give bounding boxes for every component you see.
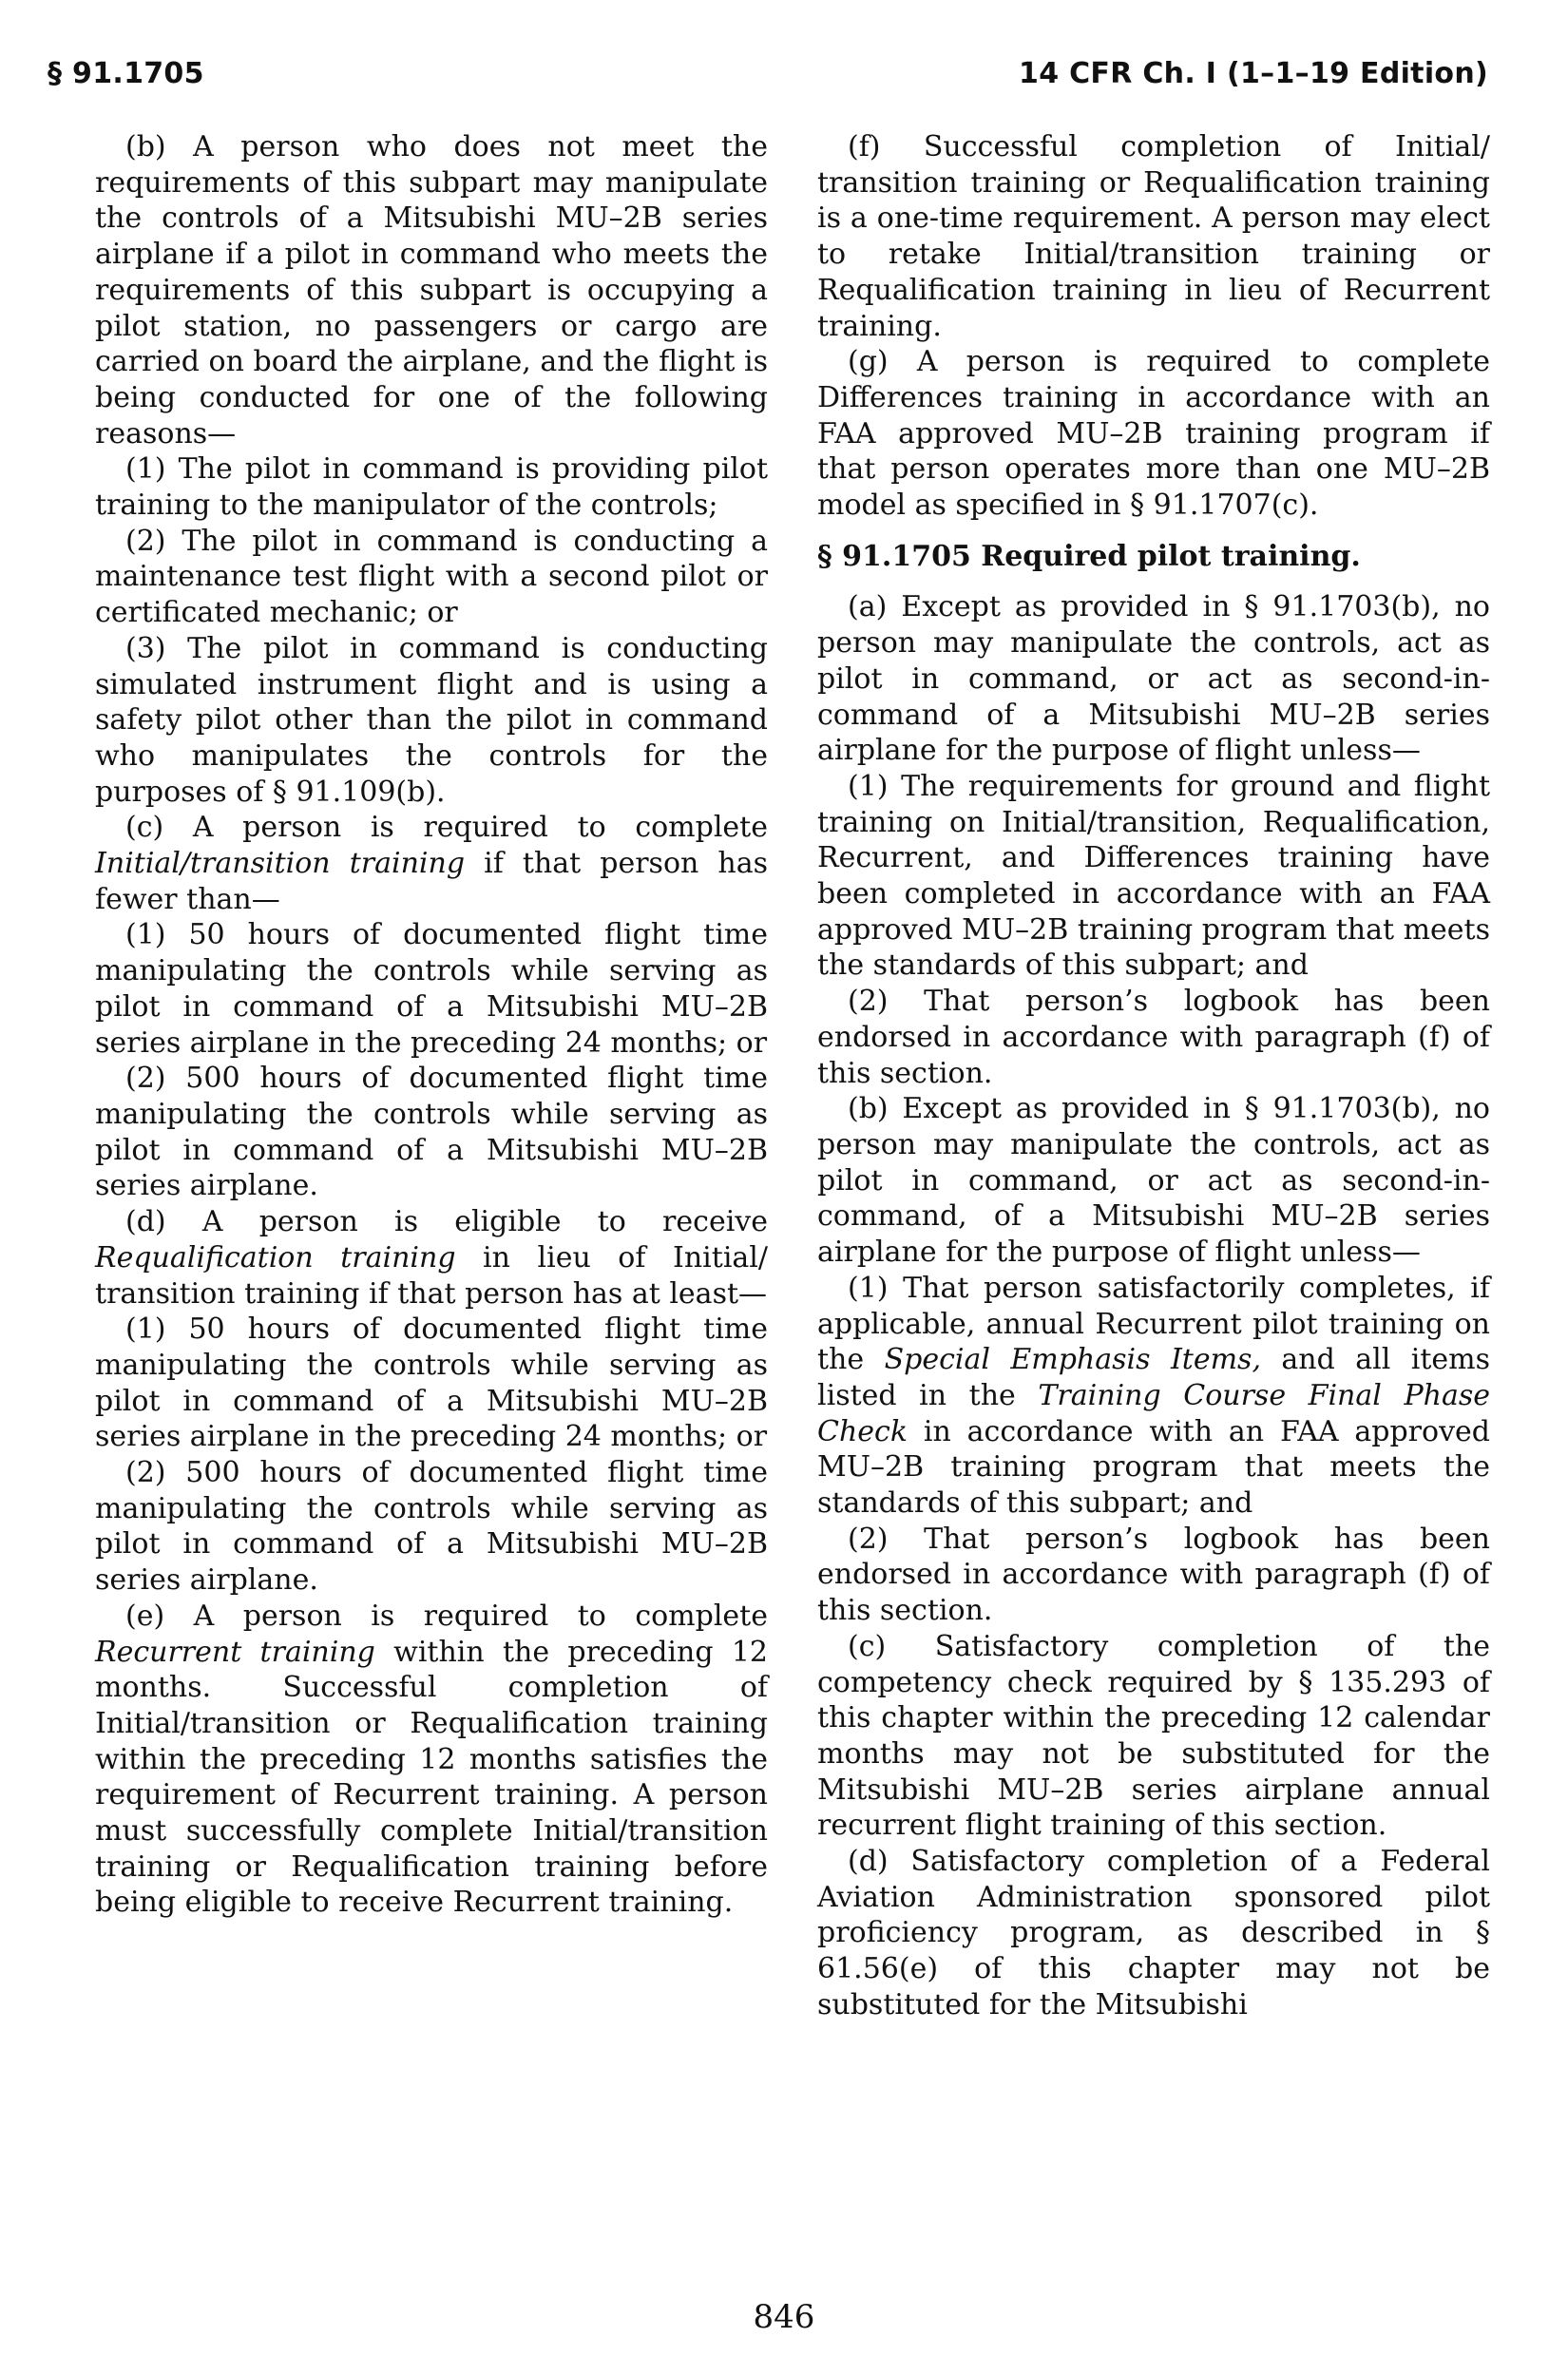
text-run: (1) That person satisfactorily completes, if applicable, annual Recurrent pilot training on the — [817, 1271, 1490, 1377]
text-run: and all items listed in the — [817, 1343, 1490, 1412]
paragraph — [95, 1204, 768, 1312]
paragraph: (2) That person’s logbook has been endorsed in accordance with paragraph (f) of this section. — [817, 985, 1490, 1090]
text-run: (e) A person is required to complete — [125, 1599, 768, 1633]
text-run: within the preceding 12 months. Successful completion of Initial/transition or Requalification training within the preceding 12 months satisfies the requirement of Recurrent training. A person must successfully complete Initial/transition training or Requalification training before being eligible to receive Recurrent training. — [95, 1635, 768, 1920]
text-run: if that person has fewer than— — [95, 847, 768, 916]
paragraph: (d) Satisfactory completion of a Federal Aviation Administration sponsored pilot proficiency program, as described in § 61.56(e) of this chapter may not be substituted for the Mitsubishi — [817, 1845, 1490, 2022]
italic-term: Requalification training — [95, 1240, 456, 1274]
running-head-edition: 14 CFR Ch. I (1–1–19 Edition) — [1019, 57, 1488, 90]
paragraph — [95, 810, 768, 917]
paragraph: (b) Except as provided in § 91.1703(b), no person may manipulate the controls, act as pilot in command, or act as second-in-command, of a Mitsubishi MU–2B series airplane for the purpose of flight unless— — [817, 1092, 1490, 1270]
paragraph — [95, 1599, 768, 1921]
paragraph: (f) Successful completion of Initial/ transition training or Requalification training is a one-time requirement. A person may elect to retake Initial/transition training or Requalification training in lieu of Recurrent training. — [817, 130, 1490, 343]
paragraph: (b) A person who does not meet the requirements of this subpart may manipulate the controls of a Mitsubishi MU–2B series airplane if a pilot in command who meets the requirements of this subpart is occupying a pilot station, no passengers or cargo are carried on board the airplane, and the flight is being conducted for one of the following reasons— — [95, 130, 768, 450]
paragraph: (2) 500 hours of documented flight time manipulating the controls while serving as pilot in command of a Mitsubishi MU–2B series airplane. — [95, 1062, 768, 1203]
paragraph: (3) The pilot in command is conducting simulated instrument flight and is using a safety pilot other than the pilot in command who manipulates the controls for the purposes of § 91.109(b). — [95, 631, 768, 809]
italic-term: Initial/transition training — [95, 847, 466, 881]
page-number: 846 — [753, 2298, 815, 2336]
text-run: (c) A person is required to complete — [125, 811, 768, 845]
paragraph: (1) 50 hours of documented flight time manipulating the controls while serving as pilot in command of a Mitsubishi MU–2B series airplane in the preceding 24 months; or — [95, 1313, 768, 1454]
paragraph: (a) Except as provided in § 91.1703(b), no person may manipulate the controls, act as pilot in command, or act as second-in-command of a Mitsubishi MU–2B series airplane for the purpose of flight unless— — [817, 590, 1490, 768]
italic-term: Training Course Final Phase Check — [817, 1378, 1490, 1448]
paragraph: (2) 500 hours of documented flight time manipulating the controls while serving as pilot in command of a Mitsubishi MU–2B series airplane. — [95, 1456, 768, 1598]
left-column — [95, 129, 768, 1921]
text-run: (d) A person is eligible to receive — [125, 1205, 768, 1239]
paragraph: (2) That person’s logbook has been endorsed in accordance with paragraph (f) of this section. — [817, 1522, 1490, 1628]
paragraph: (c) Satisfactory completion of the competency check required by § 135.293 of this chapter within the preceding 12 calendar months may not be substituted for the Mitsubishi MU–2B series airplane annual recurrent flight training of this section. — [817, 1629, 1490, 1843]
paragraph: (1) The pilot in command is providing pilot training to the manipulator of the controls; — [95, 452, 768, 523]
text-run: in lieu of Initial/ transition training if that person has at least— — [95, 1240, 769, 1311]
running-head-section: § 91.1705 — [48, 57, 204, 90]
paragraph: (g) A person is required to complete Differences training in accordance with an FAA approved MU–2B training program if that person operates more than one MU–2B model as specified in § 91.1707(c). — [817, 345, 1490, 523]
paragraph: (1) 50 hours of documented flight time manipulating the controls while serving as pilot in command of a Mitsubishi MU–2B series airplane in the preceding 24 months; or — [95, 918, 768, 1060]
paragraph — [817, 1271, 1490, 1522]
text-run: in accordance with an FAA approved MU–2B training program that meets the standards of this subpart; and — [817, 1414, 1490, 1521]
section-heading: § 91.1705 Required pilot training. — [817, 539, 1361, 573]
right-column — [817, 129, 1490, 2023]
paragraph: (2) The pilot in command is conducting a maintenance test flight with a second pilot or certificated mechanic; or — [95, 524, 768, 630]
italic-term: Recurrent training — [95, 1635, 375, 1669]
italic-term: Special Emphasis Items, — [884, 1343, 1261, 1377]
paragraph: (1) The requirements for ground and flight training on Initial/transition, Requalification, Recurrent, and Differences training have been completed in accordance with an FAA approved MU–2B training program that meets the standards of this subpart; and — [817, 769, 1490, 983]
